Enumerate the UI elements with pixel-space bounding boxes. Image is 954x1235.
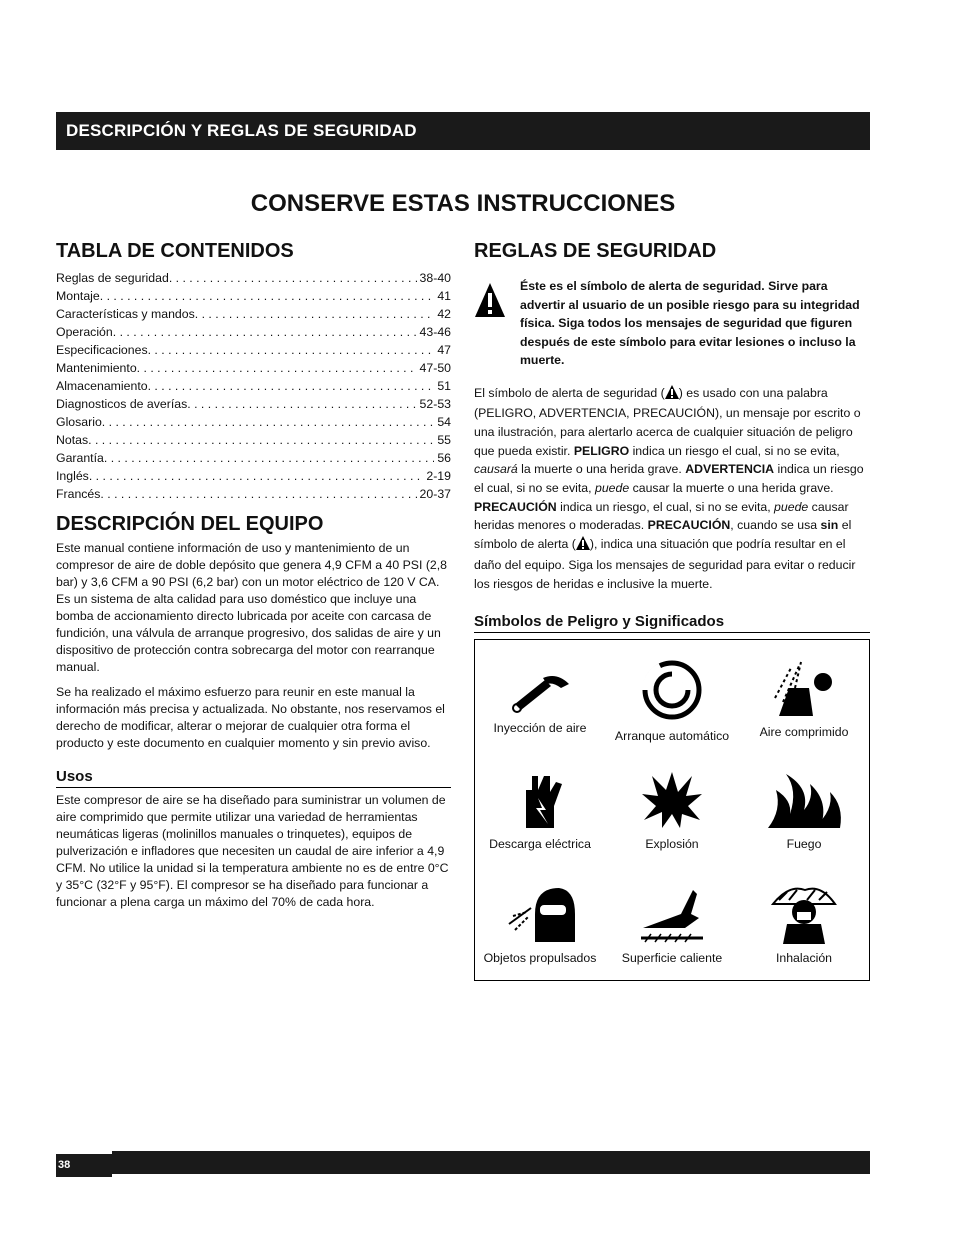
usos-title: Usos bbox=[56, 768, 451, 788]
safety-title: REGLAS DE SEGURIDAD bbox=[474, 240, 717, 262]
left-column bbox=[56, 240, 451, 919]
hazard-symbol: Inyección de aire bbox=[475, 658, 605, 736]
toc-row: Especificaciones . . . 47 bbox=[56, 341, 451, 359]
toc-row: Mantenimiento . . . 47-50 bbox=[56, 359, 451, 377]
toc-row: Reglas de seguridad . . . 38-40 bbox=[56, 269, 451, 287]
compressed-air-icon bbox=[769, 658, 839, 718]
description-title: DESCRIPCIÓN DEL EQUIPO bbox=[56, 513, 324, 535]
toc-row: Diagnosticos de averías . . . 52-53 bbox=[56, 395, 451, 413]
section-header-title: DESCRIPCIÓN Y REGLAS DE SEGURIDAD bbox=[66, 121, 417, 140]
toc-row: Características y mandos . . . 42 bbox=[56, 305, 451, 323]
safety-alert-icon bbox=[474, 277, 520, 370]
usos-paragraph: Este compresor de aire se ha diseñado para suministrar un volumen de aire comprimido que permite utilizar una variedad de herramientas neumáticas ligeras (molinillos manuales o trinquetes), equipos de pulverización e infladores que necesiten un caudal de aire inferior a 4,9 CFM. No utilice la unidad si la temperatura ambiente no es de entre 0°C y 35°C (32°F y 95°F). El compresor se ha diseñado para funcionar a funcionar a plena carga un máximo del 70% de cada hora. bbox=[56, 793, 449, 909]
toc-title: TABLA DE CONTENIDOS bbox=[56, 240, 294, 262]
toc-row: Inglés . . . 2-19 bbox=[56, 467, 451, 485]
hot-surface-icon bbox=[637, 884, 707, 944]
fire-icon bbox=[764, 770, 844, 830]
toc-row: Montaje . . . 41 bbox=[56, 287, 451, 305]
auto-start-icon bbox=[640, 658, 704, 722]
toc-list bbox=[56, 269, 451, 503]
hazard-symbol: Aire comprimido bbox=[739, 658, 869, 740]
explosion-icon bbox=[640, 770, 704, 830]
electric-shock-icon bbox=[510, 770, 570, 830]
toc-row: Garantía . . . 56 bbox=[56, 449, 451, 467]
hazard-symbol: Inhalación bbox=[739, 884, 869, 966]
toc-row: Francés . . . 20-37 bbox=[56, 485, 451, 503]
air-injection-icon bbox=[505, 658, 575, 714]
toc-row: Notas . . . 55 bbox=[56, 431, 451, 449]
symbols-title: Símbolos de Peligro y Significados bbox=[474, 613, 870, 633]
hazard-symbol: Superficie caliente bbox=[607, 884, 737, 966]
hazard-symbol: Fuego bbox=[739, 770, 869, 852]
toc-row: Operación . . . 43-46 bbox=[56, 323, 451, 341]
toc-row: Glosario . . . 54 bbox=[56, 413, 451, 431]
hazard-symbol: Descarga eléctrica bbox=[475, 770, 605, 852]
hazard-symbol: Objetos propulsados bbox=[475, 884, 605, 966]
inhalation-icon bbox=[769, 884, 839, 944]
hazard-symbol: Explosión bbox=[607, 770, 737, 852]
inline-alert-icon bbox=[665, 385, 679, 405]
safety-alert-block bbox=[474, 277, 870, 370]
page-title: CONSERVE ESTAS INSTRUCCIONES bbox=[250, 190, 676, 217]
right-column bbox=[474, 240, 870, 981]
page-number-box bbox=[56, 1151, 112, 1177]
hazard-symbol: Arranque automático bbox=[607, 658, 737, 744]
description-paragraph-2: Se ha realizado el máximo esfuerzo para reunir en este manual la información más precisa y actualizada. No obstante, nos reservamos el derecho de modificar, alterar o mejorar de cualquier otra forma el producto y este documento en cualquier momento y sin previo aviso. bbox=[56, 685, 445, 750]
safety-paragraph: El símbolo de alerta de seguridad ( ) es usado con una palabra (PELIGRO, ADVERTENCIA, PRECAUCIÓN), un mensaje por escrito o una ilustración, para alertarlo acerca de cualquier situación de peligro que pueda existir. PELIGRO indica un riesgo el cual, si no se evita, causará la muerte o una herida grave. ADVERTENCIA indica un riesgo el cual, si no se evita, puede causar la muerte o una herida grave. PRECAUCIÓN indica un riesgo, el cual, si no se evita, puede causar heridas menores o moderadas. PRECAUCIÓN, cuando se usa sin el símbolo de alerta ( ), indica una situación que podría resultar en el daño del equipo. Siga los mensajes de seguridad para evitar o reducir los riesgos de heridas e inclusive la muerte. bbox=[474, 385, 864, 591]
page-number: 38 bbox=[58, 1159, 71, 1171]
hazard-symbols-box bbox=[474, 639, 870, 981]
safety-alert-text: Éste es el símbolo de alerta de seguridad. Sirve para advertir al usuario de un posible riesgo para su integridad física. Siga todos los mensajes de seguridad que figuren después de este símbolo para evitar lesiones o incluso la muerte. bbox=[520, 279, 860, 367]
inline-alert-icon bbox=[576, 536, 590, 556]
toc-row: Almacenamiento . . . 51 bbox=[56, 377, 451, 395]
section-header-bar bbox=[56, 112, 870, 150]
footer-bar bbox=[112, 1151, 870, 1174]
description-paragraph-1: Este manual contiene información de uso y mantenimiento de un compresor de aire de doble depósito que genera 4,9 CFM a 40 PSI (2,8 bar) y 3,6 CFM a 90 PSI (6,2 bar) con un motor eléctrico de 120 V CA. Es un sistema de alta calidad para uso doméstico que incluye una bomba de accionamiento directo lubricada por aceite con carcasa de fundición, una válvula de arranque progresivo, dos salidas de aire y un dispositivo de protección contra sobrecarga del motor con rearranque manual. bbox=[56, 541, 448, 674]
flying-objects-icon bbox=[505, 884, 575, 944]
